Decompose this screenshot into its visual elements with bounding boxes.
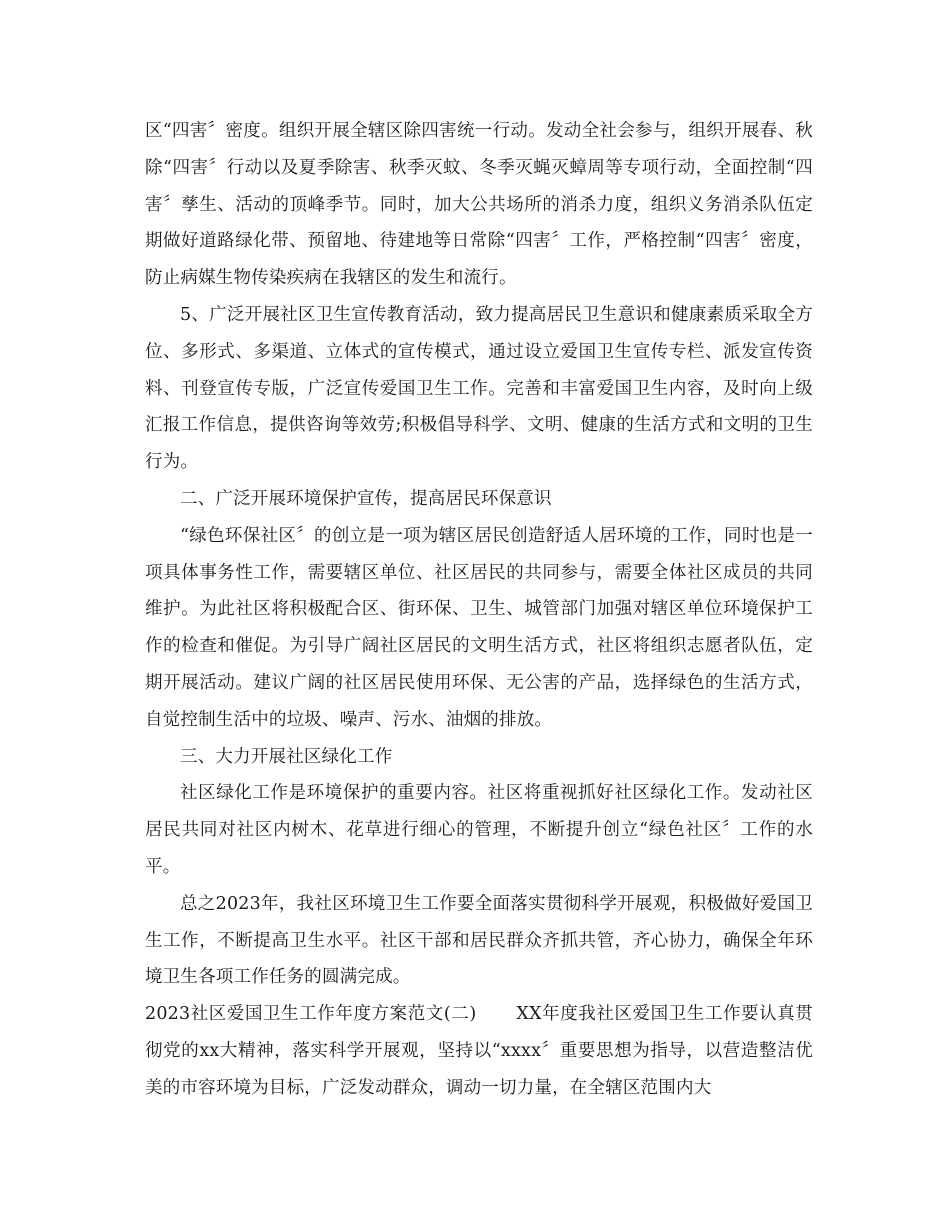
paragraph-green-community: “绿色环保社区〞的创立是一项为辖区居民创造舒适人居环境的工作，同时也是一项具体事务性工作，需要辖区单位、社区居民的共同参与，需要全体社区成员的共同维护。为此社区将积极配合区、街环保、卫生、城管部门加强对辖区单位环境保护工作的检查和催促。为引导广阔社区居民的文明生活方式，社区将组织志愿者队伍，定期开展活动。建议广阔的社区居民使用环保、无公害的产品，选择绿色的生活方式，自觉控制生活中的垃圾、噪声、污水、油烟的排放。 <box>145 525 813 730</box>
paragraph-item-5-publicity: 5、广泛开展社区卫生宣传教育活动，致力提高居民卫生意识和健康素质采取全方位、多形式、多渠道、立体式的宣传模式，通过设立爱国卫生宣传专栏、派发宣传资料、刊登宣传专版，广泛宣传爱国卫生工作。完善和丰富爱国卫生内容，及时向上级汇报工作信息，提供咨询等效劳;积极倡导科学、文明、健康的生活方式和文明的卫生行为。 <box>145 304 813 473</box>
section-heading-environmental-protection: 二、广泛开展环境保护宣传，提高居民环保意识 <box>180 488 552 509</box>
paragraph-four-pests-control: 区“四害〞密度。组织开展全辖区除四害统一行动。发动全社会参与，组织开展春、秋除“四害〞行动以及夏季除害、秋季灭蚊、冬季灭蝇灭蟑周等专项行动，全面控制“四害〞孳生、活动的顶峰季节。同时，加大公共场所的消杀力度，组织义务消杀队伍定期做好道路绿化带、预留地、待建地等日常除“四害〞工作，严格控制“四害〞密度，防止病媒生物传染疾病在我辖区的发生和流行。 <box>145 121 813 289</box>
paragraph-next-section <box>145 996 813 1106</box>
next-section-title: 2023社区爱国卫生工作年度方案范文(二) <box>145 1004 477 1025</box>
paragraph-summary: 总之2023年，我社区环境卫生工作要全面落实贯彻科学开展观，积极做好爱国卫生工作，不断提高卫生水平。社区干部和居民群众齐抓共管，齐心协力，确保全年环境卫生各项工作任务的圆满完成。 <box>145 893 813 988</box>
paragraph-greening: 社区绿化工作是环境保护的重要内容。社区将重视抓好社区绿化工作。发动社区居民共同对社区内树木、花草进行细心的管理，不断提升创立“绿色社区〞工作的水平。 <box>145 783 813 877</box>
section-heading-greening: 三、大力开展社区绿化工作 <box>180 746 393 767</box>
next-section-text: XX年度我社区爱国卫生工作要认真贯彻党的xx大精神，落实科学开展观，坚持以“xxxx〞重要思想为指导，以营造整洁优美的市容环境为目标，广泛发动群众，调动一切力量，在全辖区范围内大 <box>145 1004 813 1098</box>
document-body <box>145 113 813 1107</box>
